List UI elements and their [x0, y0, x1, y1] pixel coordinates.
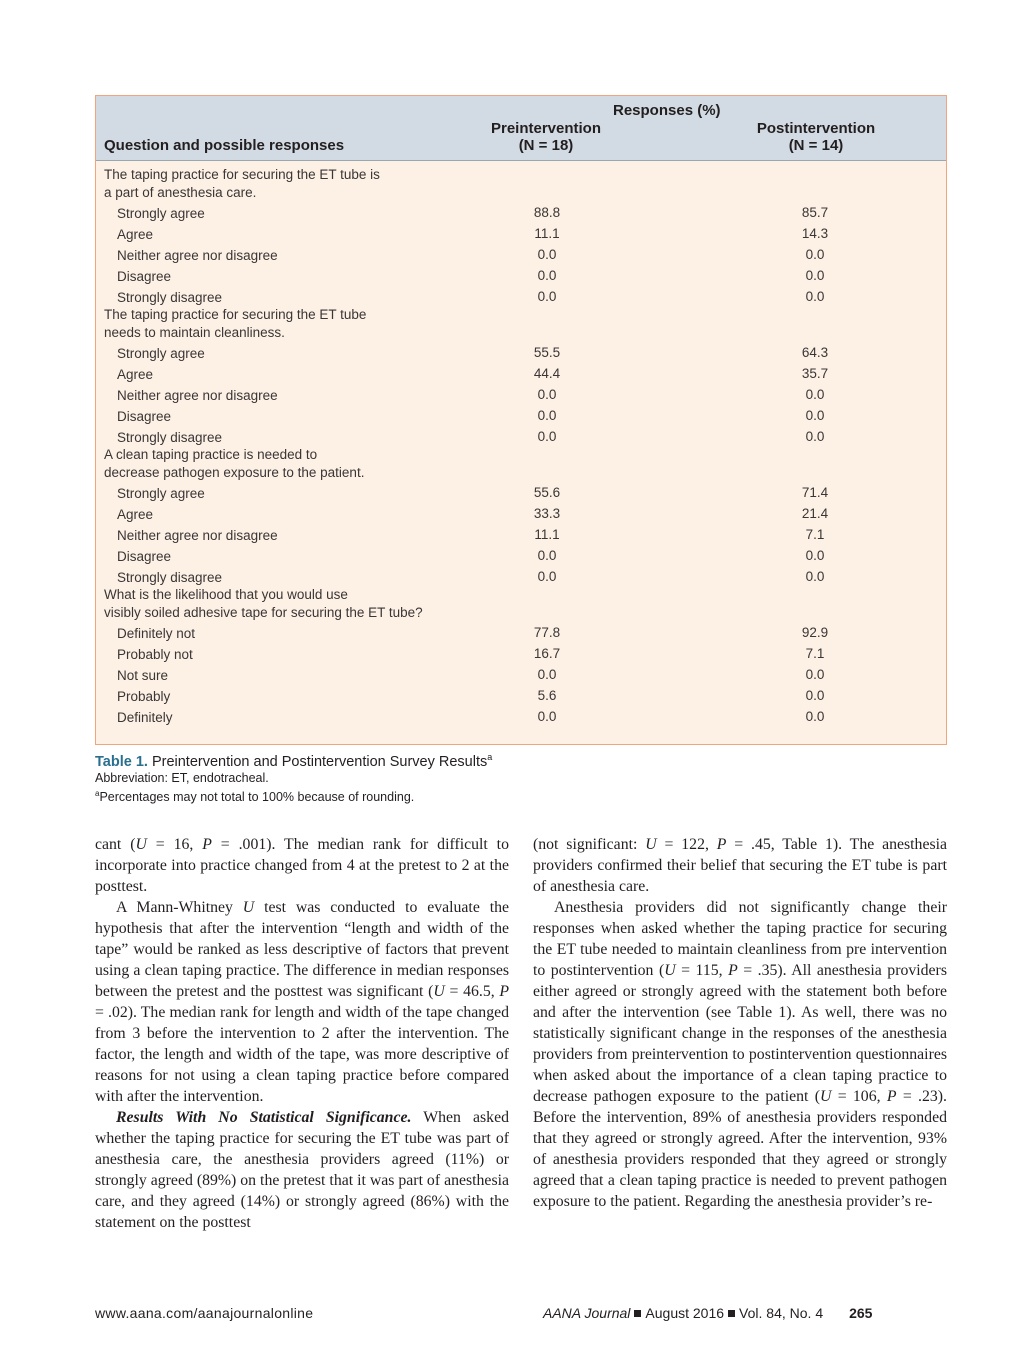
postintervention-value: 0.0 [805, 708, 825, 724]
table-caption [95, 752, 492, 770]
preintervention-value: 0.0 [537, 386, 557, 402]
postintervention-value: 0.0 [805, 687, 825, 703]
question-text [104, 446, 364, 481]
preintervention-value: 0.0 [537, 288, 557, 304]
response-label: Neither agree nor disagree [117, 247, 278, 263]
preintervention-value: 0.0 [537, 708, 557, 724]
postintervention-value: 0.0 [805, 288, 825, 304]
preintervention-value: 0.0 [537, 267, 557, 283]
postintervention-value: 14.3 [801, 225, 829, 241]
response-label: Not sure [117, 667, 169, 683]
response-label: Definitely [117, 709, 173, 725]
response-label: Disagree [117, 408, 172, 424]
postintervention-value: 7.1 [805, 645, 825, 661]
postintervention-value: 0.0 [805, 267, 825, 283]
table-header [96, 96, 946, 161]
question-text-line: decrease pathogen exposure to the patient. [104, 464, 365, 480]
postintervention-value: 0.0 [805, 407, 825, 423]
preintervention-value: 0.0 [537, 428, 557, 444]
body-paragraph: Anesthesia providers did not significantly change their responses when asked whether the taping practice for securing the ET tube needed to maintain cleanliness from pre intervention to postintervention (U = 115, P = .35). All anesthesia providers either agreed or strongly agreed with the statement both before and after the intervention (see Table 1). As well, there was no statistically significant change in the responses of the anesthesia providers from preintervention to postintervention questionnaires when asked about the importance of a clean taping practice to decrease pathogen exposure to the patient (U = 106, P = .23). Before the intervention, 89% of anesthesia providers responded that they agreed or strongly agreed. After the intervention, 93% of anesthesia providers responded that they agreed or strongly agreed that a clean taping practice is needed to prevent pathogen exposure to the patient. Regarding the anesthesia provider’s re- [533, 899, 948, 1210]
preintervention-value: 0.0 [537, 246, 557, 262]
question-text-line: a part of anesthesia care. [104, 184, 257, 200]
response-label: Strongly agree [117, 485, 205, 501]
postintervention-value: 21.4 [801, 505, 829, 521]
separator-square [728, 1310, 735, 1317]
response-label: Neither agree nor disagree [117, 387, 278, 403]
preintervention-value: 44.4 [533, 365, 561, 381]
response-label: Agree [117, 506, 154, 522]
body-paragraph: A Mann-Whitney U test was conducted to evaluate the hypothesis that after the intervention “length and width of the tape” would be ranked as less descriptive of factors that prevent using a clean taping practice. The difference in median responses between the pretest and the posttest was significant (U = 46.5, P = .02). The median rank for length and width of the tape changed from 3 before the intervention to 2 after the intervention. The factor, the length and width of the tape, was more descriptive of reasons for not using a clean taping practice before compared with after the intervention. [95, 899, 509, 1105]
table-title-footnote-mark: a [487, 752, 493, 762]
body-paragraph: Results With No Statistical Significance. When asked whether the taping practice for securing the ET tube was part of anesthesia care, the anesthesia providers agreed (11%) or strongly agreed (89%) on the pretest that it was part of anesthesia care, and they agreed (14%) or strongly agreed (86%) with the statement on the posttest [95, 1109, 509, 1231]
postintervention-value: 7.1 [805, 526, 825, 542]
question-text-line: The taping practice for securing the ET tube [104, 307, 367, 322]
preintervention-value: 55.6 [533, 484, 561, 500]
response-label: Neither agree nor disagree [117, 527, 278, 543]
running-footer [543, 1305, 872, 1321]
footnote-text: Percentages may not total to 100% because of rounding. [99, 790, 415, 805]
postintervention-value: 71.4 [801, 484, 829, 500]
preintervention-value: 11.1 [534, 225, 560, 241]
preintervention-label: Preintervention [490, 120, 602, 137]
table-title: Preintervention and Postintervention Survey Results [151, 753, 488, 770]
response-label: Probably not [117, 646, 193, 662]
postintervention-value: 85.7 [801, 204, 829, 220]
response-label: Strongly disagree [117, 429, 223, 445]
journal-name: AANA Journal [543, 1305, 631, 1321]
preintervention-value: 0.0 [537, 407, 557, 423]
response-label: Strongly disagree [117, 289, 223, 305]
question-text-line: The taping practice for securing the ET tube is [104, 167, 380, 182]
response-label: Strongly disagree [117, 569, 223, 585]
table-number: Table 1. [95, 753, 148, 770]
body-column-right [533, 834, 947, 1212]
preintervention-value: 0.0 [537, 568, 557, 584]
preintervention-value: 16.7 [533, 645, 561, 661]
question-text-line: What is the likelihood that you would use [104, 587, 348, 602]
issue-date: August 2016 [645, 1305, 725, 1321]
postintervention-value: 0.0 [805, 568, 825, 584]
body-paragraph: (not significant: U = 122, P = .45, Table 1). The anesthesia providers confirmed their belief that securing the ET tube is part of anesthesia care. [533, 836, 948, 895]
postintervention-column-header [741, 120, 891, 154]
preintervention-value: 5.6 [537, 687, 557, 703]
preintervention-value: 55.5 [533, 344, 561, 360]
body-paragraph: cant (U = 16, P = .001). The median rank for difficult to incorporate into practice changed from 4 at the pretest to 2 at the posttest. [95, 836, 509, 895]
question-text [104, 586, 423, 621]
preintervention-value: 0.0 [537, 547, 557, 563]
preintervention-n: (N = 18) [518, 137, 574, 154]
response-label: Agree [117, 366, 154, 382]
response-label: Strongly agree [117, 205, 205, 221]
postintervention-value: 0.0 [805, 547, 825, 563]
question-column-header: Question and possible responses [104, 137, 345, 154]
responses-group-header: Responses (%) [613, 102, 721, 119]
preintervention-value: 33.3 [533, 505, 561, 521]
preintervention-value: 77.8 [533, 624, 561, 640]
postintervention-value: 0.0 [805, 246, 825, 262]
question-text-line: visibly soiled adhesive tape for securing the ET tube? [104, 604, 423, 620]
postintervention-n: (N = 14) [788, 137, 844, 154]
postintervention-value: 0.0 [805, 666, 825, 682]
postintervention-value: 0.0 [805, 428, 825, 444]
postintervention-value: 35.7 [801, 365, 829, 381]
journal-url: www.aana.com/aanajournalonline [95, 1305, 314, 1321]
question-text [104, 306, 366, 341]
survey-results-table [95, 95, 947, 745]
postintervention-value: 0.0 [805, 386, 825, 402]
body-column-left [95, 834, 509, 1233]
page-number: 265 [849, 1305, 873, 1321]
table-footnote [95, 789, 414, 804]
preintervention-column-header [476, 120, 616, 154]
footnote-mark: a [95, 789, 100, 798]
postintervention-value: 92.9 [801, 624, 829, 640]
response-label: Disagree [117, 268, 172, 284]
preintervention-value: 88.8 [533, 204, 561, 220]
postintervention-value: 64.3 [801, 344, 829, 360]
postintervention-label: Postintervention [756, 120, 876, 137]
table-abbreviation: Abbreviation: ET, endotracheal. [95, 771, 269, 785]
question-text-line: needs to maintain cleanliness. [104, 324, 285, 340]
separator-square [634, 1310, 641, 1317]
response-label: Strongly agree [117, 345, 205, 361]
volume-issue: Vol. 84, No. 4 [739, 1305, 824, 1321]
run-in-heading: Results With No Statistical Significance. [116, 1109, 412, 1126]
question-text-line: A clean taping practice is needed to [104, 447, 318, 462]
response-label: Probably [117, 688, 171, 704]
preintervention-value: 11.1 [534, 526, 560, 542]
preintervention-value: 0.0 [537, 666, 557, 682]
response-label: Definitely not [117, 625, 196, 641]
response-label: Agree [117, 226, 154, 242]
response-label: Disagree [117, 548, 172, 564]
question-text [104, 166, 380, 201]
